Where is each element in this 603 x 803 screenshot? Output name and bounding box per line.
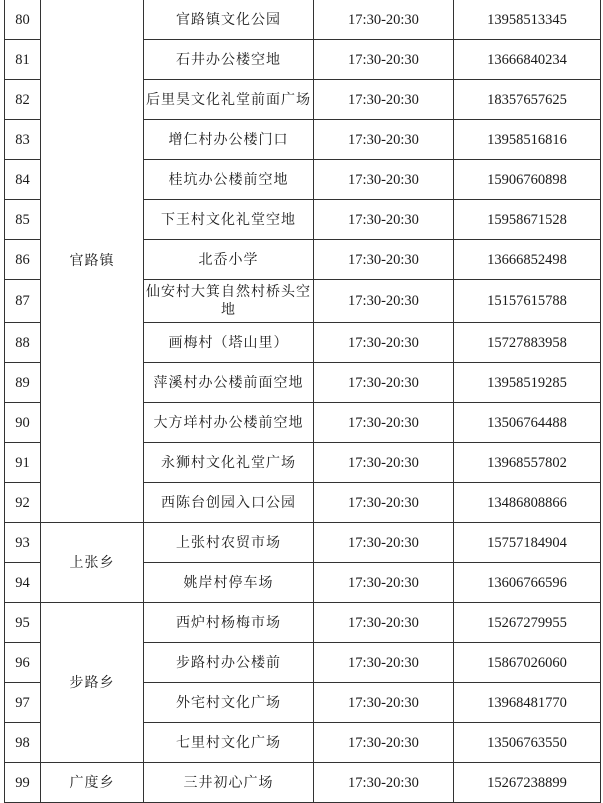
location-cell: 仙安村大箕自然村桥头空地 xyxy=(144,280,314,323)
phone-cell: 15757184904 xyxy=(454,523,601,563)
row-number: 90 xyxy=(5,403,41,443)
location-cell: 后里昊文化礼堂前面广场 xyxy=(144,80,314,120)
time-cell: 17:30-20:30 xyxy=(314,683,454,723)
location-cell: 上张村农贸市场 xyxy=(144,523,314,563)
town-cell: 官路镇 xyxy=(41,0,144,523)
time-cell: 17:30-20:30 xyxy=(314,80,454,120)
phone-cell: 15157615788 xyxy=(454,280,601,323)
row-number: 81 xyxy=(5,40,41,80)
time-cell: 17:30-20:30 xyxy=(314,240,454,280)
time-cell: 17:30-20:30 xyxy=(314,120,454,160)
row-number: 98 xyxy=(5,723,41,763)
row-number: 83 xyxy=(5,120,41,160)
time-cell: 17:30-20:30 xyxy=(314,200,454,240)
time-cell: 17:30-20:30 xyxy=(314,323,454,363)
time-cell: 17:30-20:30 xyxy=(314,443,454,483)
location-cell: 西陈台创园入口公园 xyxy=(144,483,314,523)
phone-cell: 13506764488 xyxy=(454,403,601,443)
location-cell: 官路镇文化公园 xyxy=(144,0,314,40)
row-number: 93 xyxy=(5,523,41,563)
location-cell: 七里村文化广场 xyxy=(144,723,314,763)
location-cell: 三井初心广场 xyxy=(144,763,314,803)
town-cell: 步路乡 xyxy=(41,603,144,763)
location-cell: 桂坑办公楼前空地 xyxy=(144,160,314,200)
phone-cell: 15906760898 xyxy=(454,160,601,200)
location-cell: 大方垟村办公楼前空地 xyxy=(144,403,314,443)
time-cell: 17:30-20:30 xyxy=(314,40,454,80)
phone-cell: 13968557802 xyxy=(454,443,601,483)
time-cell: 17:30-20:30 xyxy=(314,723,454,763)
phone-cell: 15867026060 xyxy=(454,643,601,683)
phone-cell: 13958519285 xyxy=(454,363,601,403)
time-cell: 17:30-20:30 xyxy=(314,0,454,40)
phone-cell: 18357657625 xyxy=(454,80,601,120)
phone-cell: 13958516816 xyxy=(454,120,601,160)
row-number: 84 xyxy=(5,160,41,200)
phone-cell: 15267238899 xyxy=(454,763,601,803)
town-cell: 广度乡 xyxy=(41,763,144,803)
row-number: 97 xyxy=(5,683,41,723)
location-cell: 增仁村办公楼门口 xyxy=(144,120,314,160)
location-cell: 萍溪村办公楼前面空地 xyxy=(144,363,314,403)
time-cell: 17:30-20:30 xyxy=(314,280,454,323)
location-cell: 石井办公楼空地 xyxy=(144,40,314,80)
time-cell: 17:30-20:30 xyxy=(314,603,454,643)
location-cell: 外宅村文化广场 xyxy=(144,683,314,723)
time-cell: 17:30-20:30 xyxy=(314,403,454,443)
row-number: 80 xyxy=(5,0,41,40)
phone-cell: 13506763550 xyxy=(454,723,601,763)
row-number: 91 xyxy=(5,443,41,483)
town-cell: 上张乡 xyxy=(41,523,144,603)
phone-cell: 15727883958 xyxy=(454,323,601,363)
phone-cell: 13486808866 xyxy=(454,483,601,523)
location-cell: 画梅村（塔山里） xyxy=(144,323,314,363)
location-cell: 下王村文化礼堂空地 xyxy=(144,200,314,240)
row-number: 82 xyxy=(5,80,41,120)
row-number: 89 xyxy=(5,363,41,403)
location-cell: 西炉村杨梅市场 xyxy=(144,603,314,643)
phone-cell: 13666840234 xyxy=(454,40,601,80)
time-cell: 17:30-20:30 xyxy=(314,160,454,200)
table-row xyxy=(5,523,601,563)
schedule-table xyxy=(4,0,601,803)
table-row xyxy=(5,0,601,40)
time-cell: 17:30-20:30 xyxy=(314,643,454,683)
row-number: 85 xyxy=(5,200,41,240)
phone-cell: 15958671528 xyxy=(454,200,601,240)
row-number: 86 xyxy=(5,240,41,280)
phone-cell: 13958513345 xyxy=(454,0,601,40)
row-number: 88 xyxy=(5,323,41,363)
time-cell: 17:30-20:30 xyxy=(314,483,454,523)
phone-cell: 13606766596 xyxy=(454,563,601,603)
row-number: 95 xyxy=(5,603,41,643)
time-cell: 17:30-20:30 xyxy=(314,563,454,603)
table-row xyxy=(5,603,601,643)
row-number: 92 xyxy=(5,483,41,523)
row-number: 96 xyxy=(5,643,41,683)
location-cell: 步路村办公楼前 xyxy=(144,643,314,683)
time-cell: 17:30-20:30 xyxy=(314,763,454,803)
row-number: 87 xyxy=(5,280,41,323)
location-cell: 北岙小学 xyxy=(144,240,314,280)
row-number: 99 xyxy=(5,763,41,803)
location-cell: 姚岸村停车场 xyxy=(144,563,314,603)
table-row xyxy=(5,763,601,803)
time-cell: 17:30-20:30 xyxy=(314,363,454,403)
phone-cell: 15267279955 xyxy=(454,603,601,643)
location-cell: 永狮村文化礼堂广场 xyxy=(144,443,314,483)
time-cell: 17:30-20:30 xyxy=(314,523,454,563)
phone-cell: 13666852498 xyxy=(454,240,601,280)
row-number: 94 xyxy=(5,563,41,603)
phone-cell: 13968481770 xyxy=(454,683,601,723)
